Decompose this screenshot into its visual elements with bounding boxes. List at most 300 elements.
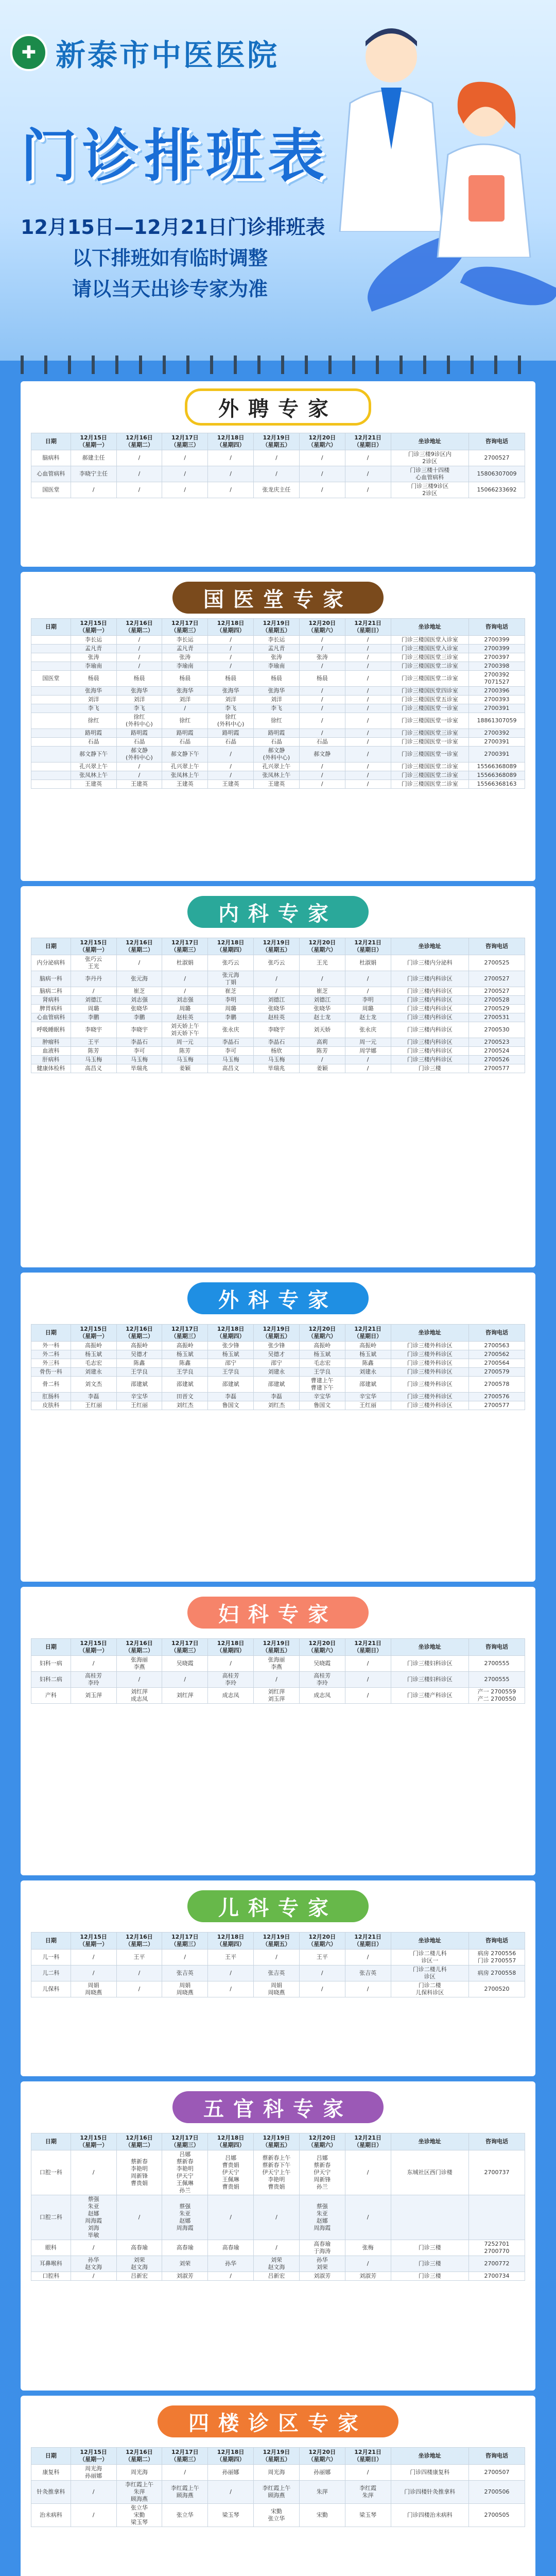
column-header: 12月19日 （星期五） [254, 2448, 300, 2465]
doctor-cell: / [116, 955, 162, 971]
schedule-table [31, 618, 525, 789]
column-header: 12月16日 （星期二） [116, 2448, 162, 2465]
column-header: 12月16日 （星期二） [116, 1325, 162, 1342]
column-header: 12月21日 （星期日） [345, 619, 391, 636]
doctor-cell: 刘红杰 [162, 1401, 208, 1410]
column-header: 日期 [31, 433, 71, 450]
department-cell: 肛肠科 [31, 1393, 71, 1401]
address-cell: 门诊三楼9诊区内 2诊区 [391, 450, 468, 466]
column-header: 12月20日 （星期六） [299, 1325, 345, 1342]
table-row [31, 1393, 525, 1401]
address-cell: 门诊三楼国医堂一诊室 [391, 738, 468, 747]
doctor-cell: 石晶 [299, 738, 345, 747]
doctor-cell: / [71, 1656, 116, 1672]
section-header [21, 2401, 535, 2442]
phone-cell: 2700530 [468, 1022, 525, 1038]
doctor-cell: / [71, 1950, 116, 1965]
doctor-cell: 毕瑞兆 [254, 1064, 300, 1073]
doctor-cell: 刘荣 赵文海 [116, 2256, 162, 2272]
column-header: 12月17日 （星期三） [162, 1325, 208, 1342]
column-header: 12月15日 （星期一） [71, 1933, 116, 1950]
doctor-cell: 崔芝 [299, 987, 345, 996]
phone-cell: 产一 2700559 产二 2700550 [468, 1688, 525, 1704]
column-header: 咨询电话 [468, 2133, 525, 2150]
phone-cell: 18861307059 [468, 713, 525, 729]
department-cell [31, 771, 71, 780]
doctor-cell: / [345, 466, 391, 482]
doctor-cell: 周一元 [162, 1038, 208, 1047]
doctor-cell: 王光 [299, 955, 345, 971]
column-header: 12月18日 （星期四） [208, 619, 254, 636]
doctor-cell: 高振岭 [71, 1342, 116, 1350]
doctor-cell: 毕瑞兆 [116, 1064, 162, 1073]
department-cell: 国医堂 [31, 482, 71, 498]
schedule-table [31, 2133, 525, 2281]
column-header: 咨询电话 [468, 1639, 525, 1656]
address-cell: 门诊三楼国医堂一诊室 [391, 747, 468, 762]
column-header: 12月15日 （星期一） [71, 1325, 116, 1342]
doctor-cell: 周璐 [162, 1005, 208, 1013]
doctor-cell: / [345, 987, 391, 996]
doctor-cell: 朱萍 [299, 2481, 345, 2504]
column-header: 12月15日 （星期一） [71, 433, 116, 450]
column-header: 咨询电话 [468, 938, 525, 955]
address-cell: 门诊二楼儿科 诊区 [391, 1965, 468, 1981]
doctor-cell: / [345, 2195, 391, 2240]
department-cell: 脑病科 [31, 450, 71, 466]
doctor-cell: / [254, 971, 300, 987]
address-cell: 门诊四楼针灸推拿科 [391, 2481, 468, 2504]
doctor-cell: 石晶 [116, 738, 162, 747]
table-row [31, 653, 525, 662]
doctor-cell: / [254, 2195, 300, 2240]
doctor-cell: / [345, 738, 391, 747]
doctor-cell: / [116, 771, 162, 780]
column-header: 12月16日 （星期二） [116, 433, 162, 450]
table-row [31, 1342, 525, 1350]
doctor-cell: 刘志强 [116, 996, 162, 1005]
doctor-cell: 刘德江 [254, 996, 300, 1005]
schedule-table [31, 2447, 525, 2527]
doctor-cell: / [345, 762, 391, 771]
table-row [31, 729, 525, 738]
department-cell [31, 645, 71, 653]
doctor-cell: 张涛 [71, 653, 116, 662]
doctor-cell: 刘红萍 成志凤 [116, 1688, 162, 1704]
column-header: 12月21日 （星期日） [345, 938, 391, 955]
doctor-cell: / [208, 450, 254, 466]
address-cell: 门诊三楼国医堂二诊室 [391, 671, 468, 687]
doctor-cell: 刘荣 [162, 2256, 208, 2272]
doctor-cell: 李可 [208, 1047, 254, 1056]
column-header: 12月17日 （星期三） [162, 2448, 208, 2465]
doctor-cell: 邵建斌 [162, 1377, 208, 1393]
address-cell: 门诊三楼国医堂四诊室 [391, 687, 468, 696]
doctor-cell: / [345, 713, 391, 729]
address-cell: 门诊三楼外科诊区 [391, 1377, 468, 1393]
doctor-cell: 杨玉斌 [345, 1350, 391, 1359]
column-header: 12月21日 （星期日） [345, 433, 391, 450]
column-header: 坐诊地址 [391, 619, 468, 636]
table-row [31, 955, 525, 971]
table-row [31, 771, 525, 780]
column-header: 12月15日 （星期一） [71, 938, 116, 955]
address-cell: 门诊二楼 儿保科诊区 [391, 1981, 468, 1997]
doctor-cell: 王学良 [208, 1368, 254, 1377]
table-row [31, 1950, 525, 1965]
address-cell: 门诊三楼外科诊区 [391, 1350, 468, 1359]
table-row [31, 696, 525, 704]
department-cell: 血液科 [31, 1047, 71, 1056]
column-header: 12月20日 （星期六） [299, 2448, 345, 2465]
doctor-cell: / [71, 482, 116, 498]
doctor-cell: 陈鑫 [345, 1359, 391, 1368]
column-header: 12月18日 （星期四） [208, 938, 254, 955]
leaf-decoration [460, 250, 556, 322]
doctor-cell: 杨欣 [254, 1047, 300, 1056]
doctor-cell: 杜淑娟 [162, 955, 208, 971]
table-row [31, 1981, 525, 1997]
section-card [21, 2081, 535, 2391]
doctor-cell: 吴晓霞 [162, 1656, 208, 1672]
department-cell [31, 729, 71, 738]
department-cell [31, 780, 71, 789]
doctor-cell: / [254, 466, 300, 482]
doctor-cell: 高莉 [299, 1038, 345, 1047]
doctor-cell: 刘洋 [208, 696, 254, 704]
phone-cell: 2700527 [468, 450, 525, 466]
doctor-cell: 邵宁 [254, 1359, 300, 1368]
department-cell [31, 653, 71, 662]
address-cell: 门诊三楼妇科诊区 [391, 1672, 468, 1688]
table-row [31, 1064, 525, 1073]
table-row [31, 1038, 525, 1047]
doctor-cell: / [299, 482, 345, 498]
doctor-cell: 张晓华 [116, 1005, 162, 1013]
phone-cell: 2700396 [468, 687, 525, 696]
department-cell: 呼吸睡眠科 [31, 1022, 71, 1038]
department-cell: 心血管病科 [31, 1013, 71, 1022]
schedule-table [31, 938, 525, 1073]
table-row [31, 996, 525, 1005]
doctor-cell: / [71, 2150, 116, 2195]
doctor-cell: 张涛 [299, 653, 345, 662]
doctor-cell: 张少锋 [254, 1342, 300, 1350]
doctor-cell: 蔡强 朱亚 赵娜 周海霞 [162, 2195, 208, 2240]
doctor-cell: 马玉梅 [254, 1056, 300, 1064]
column-header: 日期 [31, 938, 71, 955]
doctor-cell: 陈芳 [71, 1047, 116, 1056]
doctor-cell: 周学娜 [345, 1047, 391, 1056]
column-header: 12月20日 （星期六） [299, 1933, 345, 1950]
doctor-cell: 王建英 [116, 780, 162, 789]
table-row [31, 2150, 525, 2195]
doctor-cell: / [116, 2195, 162, 2240]
phone-cell: 2700527 [468, 971, 525, 987]
doctor-cell: 张永庆 [345, 1022, 391, 1038]
doctor-cell: 孔兴翠上午 [71, 762, 116, 771]
column-header: 日期 [31, 2448, 71, 2465]
department-cell [31, 738, 71, 747]
table-row [31, 1359, 525, 1368]
doctor-cell: / [345, 1672, 391, 1688]
table-row [31, 2272, 525, 2281]
doctor-cell: 李晓宇 [71, 1022, 116, 1038]
doctor-cell: 刘德江 [71, 996, 116, 1005]
department-cell [31, 747, 71, 762]
doctor-cell: 李明 [345, 996, 391, 1005]
doctor-cell: / [116, 645, 162, 653]
doctor-cell: 张梅 [345, 2240, 391, 2256]
doctor-cell: / [254, 1672, 300, 1688]
doctor-cell: 刘洋 [254, 696, 300, 704]
department-cell [31, 636, 71, 645]
department-cell: 治未病科 [31, 2504, 71, 2527]
doctor-cell: 蔡新春上午 蔡新春下午 伊天宁上午 李艳明 曹贵娟 [254, 2150, 300, 2195]
doctor-cell: 王学良 [299, 1368, 345, 1377]
doctor-cell: 吕新宏 [254, 2272, 300, 2281]
doctor-cell: 张立华 宋勤 梁玉琴 [116, 2504, 162, 2527]
doctor-cell: / [299, 1056, 345, 1064]
doctor-cell: 刘淑芳 [345, 2272, 391, 2281]
doctor-cell: 成志凤 [208, 1688, 254, 1704]
column-header: 咨询电话 [468, 1933, 525, 1950]
department-cell: 心血管病科 [31, 466, 71, 482]
notice-line: 请以当天出诊专家为准 [72, 278, 268, 300]
doctor-cell: 杨玉斌 [71, 1350, 116, 1359]
column-header: 咨询电话 [468, 433, 525, 450]
phone-cell: 2700398 [468, 662, 525, 671]
address-cell: 门诊三楼9诊区 2诊区 [391, 482, 468, 498]
column-header: 12月21日 （星期日） [345, 2133, 391, 2150]
doctor-cell: 徐红 [71, 713, 116, 729]
doctor-cell: 张吉英 [254, 1965, 300, 1981]
doctor-cell: 张元海 [116, 971, 162, 987]
phone-cell: 2700524 [468, 1047, 525, 1056]
doctor-cell: 李飞 [254, 704, 300, 713]
column-header: 日期 [31, 1325, 71, 1342]
doctor-cell: 张海丽 李燕 [254, 1656, 300, 1672]
address-cell: 门诊三楼国医堂三诊室 [391, 729, 468, 738]
doctor-cell: / [71, 2272, 116, 2281]
header-banner [0, 0, 556, 361]
column-header: 坐诊地址 [391, 1325, 468, 1342]
column-header: 12月16日 （星期二） [116, 619, 162, 636]
phone-cell: 2700577 [468, 1401, 525, 1410]
address-cell: 门诊二楼儿科 诊区一 [391, 1950, 468, 1965]
section-title: 五官科专家 [172, 2091, 384, 2123]
phone-cell: 2700734 [468, 2272, 525, 2281]
table-row [31, 1368, 525, 1377]
doctor-cell: 张涛 [162, 653, 208, 662]
doctor-cell: 刘天娇上午 刘天娇下午 [162, 1022, 208, 1038]
doctor-cell: 王建英 [71, 780, 116, 789]
phone-cell: 15066233692 [468, 482, 525, 498]
doctor-cell: 刘红杰 [254, 1401, 300, 1410]
column-header: 12月15日 （星期一） [71, 2448, 116, 2465]
table-row [31, 2256, 525, 2272]
doctor-cell: 张凤林上午 [71, 771, 116, 780]
doctor-cell: 张晓华 [299, 1005, 345, 1013]
doctor-cell: 高桂芳 李玲 [208, 1672, 254, 1688]
schedule-table [31, 433, 525, 498]
section-header [21, 386, 535, 428]
table-row [31, 466, 525, 482]
doctor-cell: 王建英 [208, 780, 254, 789]
doctor-cell: 陈鑫 [162, 1359, 208, 1368]
table-row [31, 2195, 525, 2240]
doctor-cell: / [299, 450, 345, 466]
doctor-cell: 刘洋 [162, 696, 208, 704]
table-row [31, 1350, 525, 1359]
department-cell: 外一科 [31, 1342, 71, 1350]
doctor-cell: / [116, 450, 162, 466]
doctor-cell: 周娟 周晓燕 [254, 1981, 300, 1997]
doctor-cell: 刘荣 赵文海 [254, 2256, 300, 2272]
column-header: 12月17日 （星期三） [162, 619, 208, 636]
phone-cell: 2700562 [468, 1350, 525, 1359]
table-row [31, 450, 525, 466]
department-cell [31, 662, 71, 671]
address-cell: 门诊三楼 [391, 2256, 468, 2272]
doctor-cell: 张巧云 [208, 955, 254, 971]
doctor-cell: 王红丽 [345, 1401, 391, 1410]
doctor-cell: 吴晓霞 [299, 1656, 345, 1672]
department-cell [31, 713, 71, 729]
table-row [31, 704, 525, 713]
table-row [31, 780, 525, 789]
doctor-cell: / [162, 482, 208, 498]
doctor-cell: 李晶石 [116, 1038, 162, 1047]
address-cell: 门诊三楼内科诊区 [391, 987, 468, 996]
doctor-cell: 高桂芳 李玲 [299, 1672, 345, 1688]
doctor-cell: 李磊 [71, 1393, 116, 1401]
doctor-cell: 王平 [116, 1950, 162, 1965]
phone-cell: 2700528 [468, 996, 525, 1005]
doctor-cell: 蔡强 朱亚 赵娜 周海霞 刘海 毕敏 [71, 2195, 116, 2240]
doctor-cell: / [299, 771, 345, 780]
phone-cell: 15566368089 [468, 762, 525, 771]
doctor-cell: / [208, 653, 254, 662]
doctor-cell: / [71, 2481, 116, 2504]
address-cell: 门诊三楼国医堂入诊室 [391, 645, 468, 653]
doctor-cell: 邵宁 [208, 1359, 254, 1368]
doctor-cell: 成志凤 [299, 1688, 345, 1704]
doctor-cell: 周一元 [345, 1038, 391, 1047]
doctor-cell: 张海华 [254, 687, 300, 696]
section-card [21, 886, 535, 1267]
department-cell: 肿瘤科 [31, 1038, 71, 1047]
column-header: 12月19日 （星期五） [254, 1325, 300, 1342]
doctor-cell: / [208, 762, 254, 771]
phone-cell: 15566368089 [468, 771, 525, 780]
doctor-cell: / [345, 780, 391, 789]
doctor-cell: / [116, 466, 162, 482]
department-cell: 口腔一科 [31, 2150, 71, 2195]
doctor-cell: / [299, 1981, 345, 1997]
section-card [21, 572, 535, 881]
doctor-cell: / [71, 1965, 116, 1981]
doctor-cell: 杨晨 [299, 671, 345, 687]
doctor-cell: 崔芝 [116, 987, 162, 996]
doctor-cell: / [208, 771, 254, 780]
column-header: 12月16日 （星期二） [116, 1933, 162, 1950]
doctor-cell: / [162, 466, 208, 482]
doctor-cell: / [208, 2195, 254, 2240]
doctor-cell: 李红霞上午 顾海燕 [254, 2481, 300, 2504]
doctor-cell: / [162, 1950, 208, 1965]
doctor-cell: 杨玉斌 [208, 1350, 254, 1359]
doctor-cell: 周璐 [345, 1005, 391, 1013]
doctor-cell: / [208, 662, 254, 671]
column-header: 日期 [31, 619, 71, 636]
phone-cell: 2700391 [468, 738, 525, 747]
doctor-cell: 李鹏 [71, 1013, 116, 1022]
address-cell [391, 2195, 468, 2240]
doctor-cell: / [345, 636, 391, 645]
column-header: 12月19日 （星期五） [254, 433, 300, 450]
doctor-cell: / [299, 662, 345, 671]
doctor-cell: 路明霞 [162, 729, 208, 738]
table-row [31, 747, 525, 762]
doctor-cell: 张凤林上午 [162, 771, 208, 780]
doctor-cell: / [254, 987, 300, 996]
column-header: 12月17日 （星期三） [162, 433, 208, 450]
phone-cell [468, 2195, 525, 2240]
doctor-cell: / [345, 645, 391, 653]
doctor-cell: / [345, 1688, 391, 1704]
column-header: 12月17日 （星期三） [162, 938, 208, 955]
doctor-cell: / [299, 645, 345, 653]
doctor-cell: 石晶 [208, 738, 254, 747]
column-header: 咨询电话 [468, 619, 525, 636]
doctor-cell: 杨晨 [71, 671, 116, 687]
doctor-cell: 路明霞 [254, 729, 300, 738]
doctor-cell: 杨晨 [254, 671, 300, 687]
doctor-cell: 曹建上午 曹建下午 [299, 1377, 345, 1393]
department-cell: 儿保科 [31, 1981, 71, 1997]
doctor-cell: 李晓宇 [116, 1022, 162, 1038]
doctor-cell: 吴德才 [116, 1350, 162, 1359]
phone-cell: 2700529 [468, 1005, 525, 1013]
doctor-cell: / [345, 653, 391, 662]
table-row [31, 662, 525, 671]
doctor-cell: 高春瑜 [116, 2240, 162, 2256]
doctor-cell: 李红霞 朱萍 [345, 2481, 391, 2504]
doctor-cell: 高桂芳 李玲 [71, 1672, 116, 1688]
doctor-cell: 孙华 [208, 2256, 254, 2272]
column-header: 日期 [31, 1933, 71, 1950]
doctor-cell: 毛志宏 [71, 1359, 116, 1368]
column-header: 12月16日 （星期二） [116, 2133, 162, 2150]
table-row [31, 636, 525, 645]
phone-cell: 2700399 [468, 645, 525, 653]
doctor-cell: 石晶 [71, 738, 116, 747]
doctor-cell: 王学良 [162, 1368, 208, 1377]
doctor-cell: 刘红萍 刘玉萍 [254, 1688, 300, 1704]
phone-cell: 15566368163 [468, 780, 525, 789]
doctor-cell: 周光海 [116, 2465, 162, 2481]
doctor-cell: 鲁国文 [208, 1401, 254, 1410]
doctor-cell: 郝文静下午 [162, 747, 208, 762]
column-header: 坐诊地址 [391, 2133, 468, 2150]
column-header: 12月16日 （星期二） [116, 1639, 162, 1656]
table-row [31, 987, 525, 996]
department-cell: 妇科一病 [31, 1656, 71, 1672]
doctor-cell: / [208, 482, 254, 498]
doctor-cell: 杨晨 [208, 671, 254, 687]
doctor-cell: / [71, 2240, 116, 2256]
